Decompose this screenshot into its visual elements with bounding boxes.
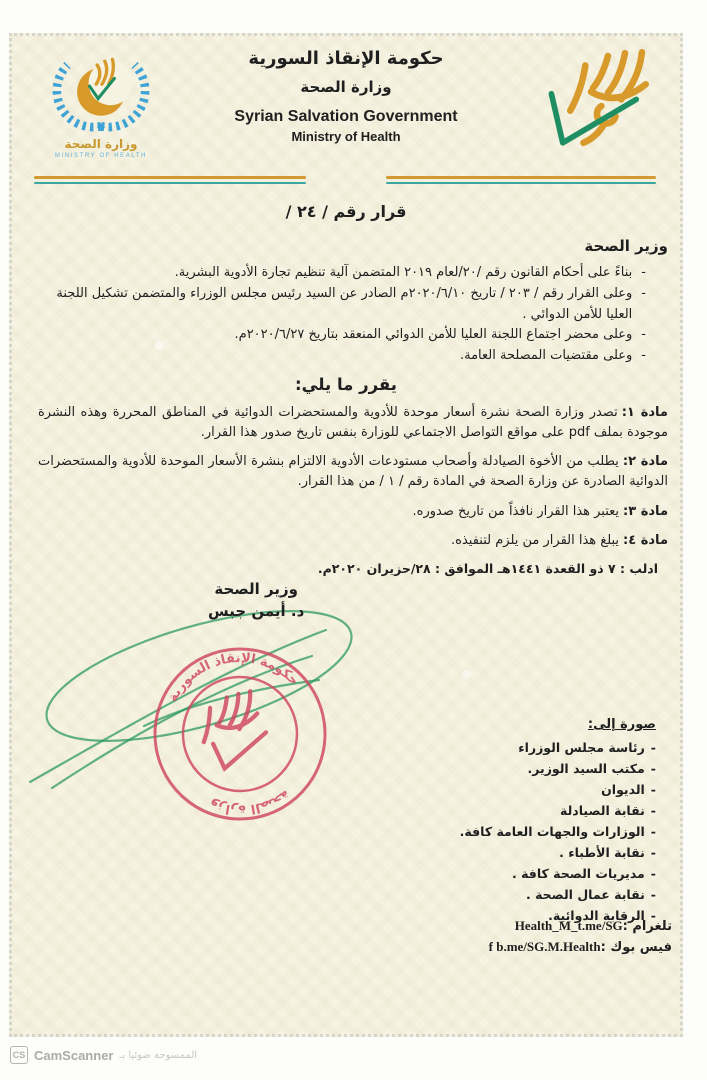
distribution-text: نقابة عمال الصحة .	[525, 886, 645, 902]
facebook-line	[12, 937, 672, 958]
signatory-title: وزير الصحة	[214, 579, 298, 598]
preamble-text: بناءً على أحكام القانون رقم /٢٠/لعام ٢٠١٩ المتضمن آلية تنظيم تجارة الأدوية البشرية.	[174, 265, 633, 280]
distribution-item	[460, 800, 656, 821]
bullet-dash: -	[650, 844, 656, 860]
distribution-item	[460, 779, 656, 800]
distribution-item	[460, 863, 656, 884]
bullet-dash: -	[641, 285, 646, 301]
bullet-dash: -	[650, 865, 656, 881]
camscanner-arabic-caption: الممسوحة ضوئيا بـ	[119, 1049, 198, 1061]
article-1	[38, 403, 668, 443]
bullet-dash: -	[641, 348, 646, 364]
distribution-text: الوزارات والجهات العامة كافة.	[459, 823, 645, 839]
stamp-center-calligraphy-icon	[198, 690, 271, 771]
bullet-dash: -	[650, 739, 656, 755]
distribution-text: مديريات الصحة كافة .	[512, 865, 645, 881]
article-4	[38, 531, 668, 551]
telegram-label: تلغرام :	[622, 918, 672, 934]
bullet-dash: -	[650, 886, 656, 902]
camscanner-name: CamScanner	[34, 1047, 114, 1063]
decides-heading: يقرر ما يلي:	[295, 374, 397, 394]
government-title-english: Syrian Salvation Government	[234, 108, 458, 125]
preamble-text: وعلى القرار رقم / ٢٠٣ / تاريخ ٢٠٢٠/٦/١٠م الصادر عن السيد رئيس مجلس الوزراء والمتضمن تشكيل اللجنة العليا للأمن الدوائي .	[56, 285, 633, 322]
government-title-arabic: حكومة الإنقاذ السورية	[248, 48, 444, 69]
article-label: مادة ٣:	[623, 503, 668, 519]
camscanner-watermark	[10, 1046, 197, 1064]
facebook-handle: f b.me/SG.M.Health	[488, 938, 601, 954]
distribution-text: نقابة الأطباء .	[559, 844, 645, 860]
facebook-label: فيس بوك :	[600, 939, 672, 955]
preamble-text: وعلى محضر اجتماع اللجنة العليا للأمن الدوائي المنعقد بتاريخ ٢٠٢٠/٦/٢٧م.	[234, 327, 633, 343]
ministry-title-arabic: وزارة الصحة	[300, 78, 392, 96]
bullet-dash: -	[650, 823, 656, 839]
bullet-dash: -	[641, 327, 646, 343]
preamble-item	[38, 263, 646, 284]
article-text: يبلغ هذا القرار من يلزم لتنفيذه.	[451, 532, 620, 548]
preamble-item	[38, 346, 646, 367]
article-2	[38, 452, 668, 492]
bullet-dash: -	[650, 781, 656, 797]
signature-block	[208, 578, 304, 623]
distribution-text: مكتب السيد الوزير.	[527, 760, 645, 776]
issue-date-line: ادلب : ٧ ذو القعدة ١٤٤١هـ الموافق : ٢٨/حزيران ٢٠٢٠م.	[317, 560, 658, 576]
rule-gold-bar	[34, 176, 306, 179]
bullet-dash: -	[650, 907, 656, 923]
bullet-dash: -	[650, 802, 656, 818]
preamble-item	[38, 284, 646, 326]
preamble-list	[38, 263, 646, 367]
moh-caption-english: MINISTRY OF HEALTH	[54, 153, 148, 159]
distribution-heading: صورة إلى:	[587, 716, 656, 732]
ministry-of-health-emblem-icon	[42, 44, 160, 132]
article-text: يعتبر هذا القرار نافذاً من تاريخ صدوره.	[412, 503, 620, 519]
distribution-item	[460, 758, 656, 779]
header-rule-right	[386, 176, 656, 184]
distribution-text: الرقابة الدوائية.	[548, 907, 645, 923]
preamble-text: وعلى مقتضيات المصلحة العامة.	[459, 348, 633, 364]
ministry-title-english: Ministry of Health	[291, 129, 401, 144]
distribution-text: رئاسة مجلس الوزراء	[518, 739, 645, 755]
ministry-of-health-logo	[26, 44, 176, 159]
article-label: مادة ٤:	[623, 532, 668, 548]
article-text: تصدر وزارة الصحة نشرة أسعار موحدة للأدوية والمستحضرات الدوائية في المناطق المحررة وهذه النشرة موجودة بملف pdf على مواقع التواصل الاجتماعي للوزارة بنفس تاريخ صدور هذا القرار.	[38, 404, 668, 441]
rule-teal-bar	[386, 182, 656, 184]
camscanner-icon: CS	[10, 1046, 28, 1064]
article-3	[38, 502, 668, 522]
document-page	[9, 33, 683, 1037]
stamp-bottom-text: وزارة الصحة	[207, 786, 293, 817]
preamble-item	[38, 325, 646, 346]
distribution-item	[460, 884, 656, 905]
moh-caption-arabic: وزارة الصحة	[64, 137, 138, 151]
ssg-calligraphy-logo	[516, 44, 666, 172]
signatory-name: د. أيمن جبس	[208, 602, 305, 621]
stamp-top-text: حكومة الإنقاذ السورية	[165, 650, 302, 705]
article-label: مادة ٢:	[622, 454, 668, 470]
decree-number-title: قرار رقم / ٢٤ /	[285, 202, 407, 221]
article-text: يطلب من الأخوة الصيادلة وأصحاب مستودعات الأدوية الالتزام بنشرة الأسعار الموحدة للأدوية والمستحضرات الدوائية الصادرة عن وزارة الصحة في المادة رقم / ١ / من هذا القرار.	[38, 454, 668, 490]
distribution-list	[460, 714, 656, 926]
bullet-dash: -	[650, 760, 656, 776]
distribution-text: الديوان	[601, 781, 645, 797]
distribution-item	[460, 821, 656, 842]
issuing-authority: وزير الصحة	[584, 237, 668, 255]
distribution-item	[460, 842, 656, 863]
telegram-handle: Health_M_t.me/SG	[514, 917, 623, 933]
syria-calligraphy-icon	[525, 44, 657, 168]
distribution-item	[460, 905, 656, 926]
signature-zone	[12, 576, 680, 923]
rule-teal-bar	[34, 182, 306, 184]
distribution-text: نقابة الصيادلة	[560, 802, 645, 818]
bullet-dash: -	[641, 265, 646, 280]
article-label: مادة ١:	[621, 404, 668, 420]
header-rule-left	[34, 176, 306, 184]
official-red-stamp	[138, 632, 341, 835]
distribution-item	[460, 737, 656, 758]
letterhead	[12, 36, 680, 172]
header-divider	[12, 176, 680, 186]
rule-gold-bar	[386, 176, 656, 179]
header-titles	[176, 44, 516, 144]
